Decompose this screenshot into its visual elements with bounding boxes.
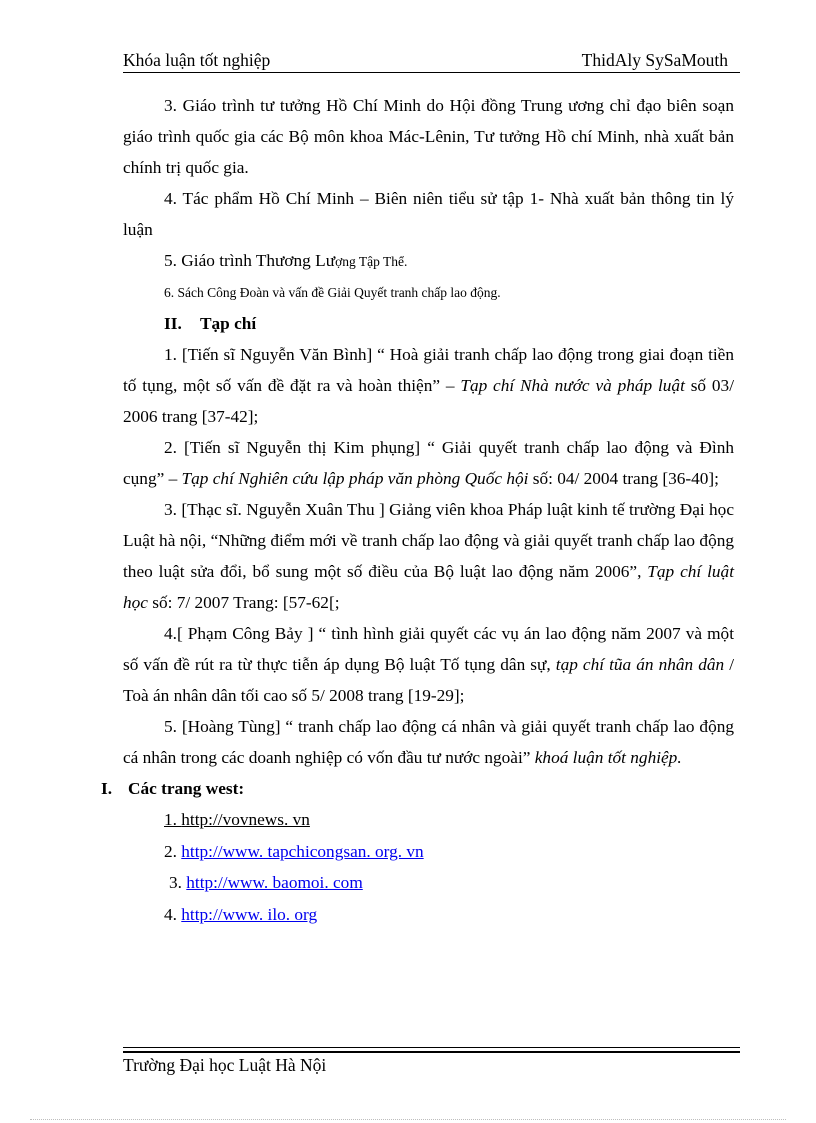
page-edge-divider: [30, 1119, 786, 1120]
journal-title: Tạp chí Nghiên cứu lập pháp văn phòng Quốc hội: [181, 469, 529, 488]
document-body: [101, 90, 735, 930]
ref-book-4: 4. Tác phẩm Hồ Chí Minh – Biên niên tiểu sử tập 1- Nhà xuất bản thông tin lý luận: [123, 189, 734, 239]
journal-title: Tạp chí luật học: [123, 562, 734, 612]
section-heading-websites: [101, 773, 734, 804]
ref-book-5: [123, 245, 734, 277]
journal-title: Tạp chí Nhà nước và pháp luật: [460, 376, 685, 395]
website-link[interactable]: http://www. baomoi. com: [186, 873, 363, 892]
website-item-1: [123, 804, 734, 836]
journal-ref-3: [123, 494, 734, 618]
ref-book-5-main: 5. Giáo trình Thương Lư: [164, 251, 336, 270]
journal-ref-details: số: 7/ 2007 Trang: [57-62[;: [147, 593, 340, 612]
journal-ref-4: [123, 618, 734, 711]
header-right-author: ThidAly SySaMouth: [581, 50, 728, 70]
section-number: I.: [101, 779, 113, 798]
journal-ref-text: 4.[ Phạm Công Bảy ] “ tình hình giải quyết các vụ án lao động năm 2007 và một số vấn đề rút ra từ thực tiễn áp dụng Bộ luật Tố tụng dân sự,: [123, 624, 734, 674]
website-number: 2.: [164, 841, 182, 861]
section-title: Tạp chí: [200, 314, 257, 333]
website-number: 3.: [169, 873, 187, 892]
ref-book-3: 3. Giáo trình tư tưởng Hồ Chí Minh do Hội đồng Trung ương chỉ đạo biên soạn giáo trình quốc gia các Bộ môn khoa Mác-Lênin, Tư tưởng Hồ chí Minh, nhà xuất bản chính trị quốc gia.: [123, 96, 734, 177]
ref-book-6: 6. Sách Công Đoàn và vấn đề Giải Quyết tranh chấp lao động.: [164, 285, 501, 300]
website-number: 4.: [164, 904, 182, 924]
website-number: 1.: [164, 810, 182, 829]
section-title: Các trang west:: [128, 779, 245, 798]
website-item-4: [123, 899, 734, 931]
website-item-2: [123, 836, 734, 868]
section-number: II.: [164, 314, 182, 333]
journal-title: khoá luận tốt nghiệp.: [534, 748, 682, 767]
footer-rule-bottom: [123, 1051, 740, 1053]
section-heading-journals: [123, 308, 734, 339]
website-item-3: [123, 867, 734, 899]
website-link[interactable]: http://www. ilo. org: [181, 904, 318, 924]
header-left-title: Khóa luận tốt nghiệp: [123, 50, 271, 70]
journal-ref-text: 2. [Tiến sĩ Nguyễn thị Kim phụng] “ Giải quyết tranh chấp lao động và Đình cụng” –: [123, 438, 734, 488]
journal-ref-details: / Toà án nhân dân tối cao số 5/ 2008 trang [19-29];: [123, 655, 735, 705]
page-header: [123, 48, 740, 73]
ref-book-5-tail: ợng Tập Thể.: [335, 254, 408, 269]
journal-ref-details: số 03/ 2006 trang [37-42];: [123, 376, 734, 426]
journal-ref-text: 5. [Hoàng Tùng] “ tranh chấp lao động cá nhân và giải quyết tranh chấp lao động cá nhân trong các doanh nghiệp có vốn đầu tư nước ngoài”: [123, 717, 734, 767]
website-link[interactable]: http://www. tapchicongsan. org. vn: [181, 841, 424, 861]
footer-rule-top: [123, 1047, 740, 1048]
journal-ref-details: số: 04/ 2004 trang [36-40];: [528, 469, 719, 488]
journal-ref-5: [123, 711, 734, 773]
journal-ref-1: [123, 339, 734, 432]
website-link[interactable]: http://vovnews. vn: [181, 810, 310, 829]
journal-title: tạp chí tũa án nhân dân: [555, 655, 725, 674]
journal-ref-2: [123, 432, 734, 494]
journal-ref-text: 1. [Tiến sĩ Nguyễn Văn Bình] “ Hoà giải tranh chấp lao động trong giai đoạn tiền tố tụng, một số vấn đề đặt ra và hoàn thiện” –: [123, 345, 734, 395]
page-footer: Trường Đại học Luật Hà Nội: [123, 1055, 327, 1075]
journal-ref-text: 3. [Thạc sĩ. Nguyễn Xuân Thu ] Giảng viên khoa Pháp luật kinh tế trường Đại học Luật hà nội, “Những điểm mới về tranh chấp lao động và giải quyết tranh chấp lao động theo luật sửa đổi, bổ sung một số điều của Bộ luật lao động năm 2006”,: [123, 500, 734, 581]
